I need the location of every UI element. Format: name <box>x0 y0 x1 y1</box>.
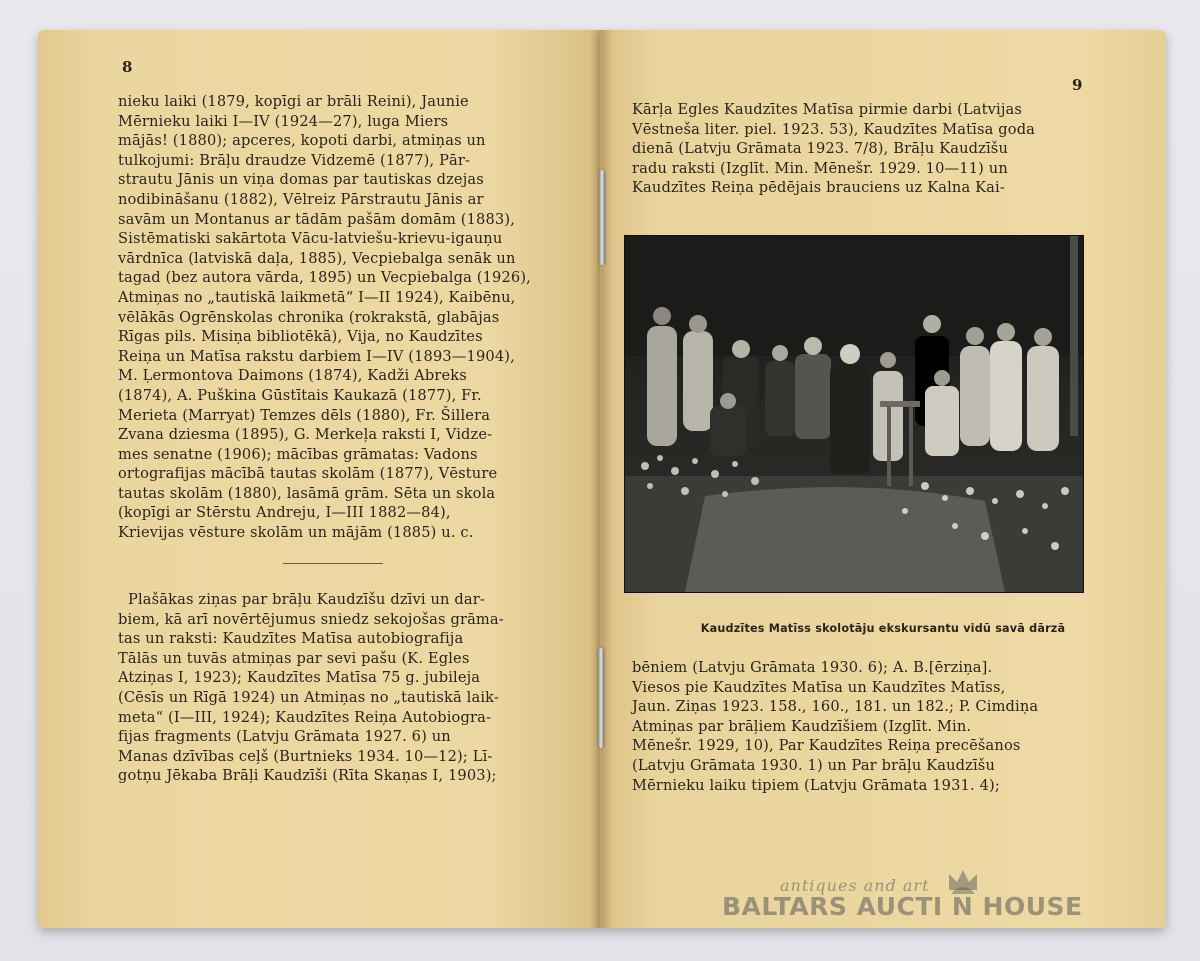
text-line: Mērnieku laiki I—IV (1924—27), luga Miers <box>118 112 449 130</box>
text-line: Atmiņas par brāļiem Kaudzīšiem (Izglīt. Min. <box>632 717 972 735</box>
text-line: tautas skolām (1880), lasāmā grām. Sēta un skola <box>118 484 496 502</box>
text-line: M. Ļermontova Daimons (1874), Kadži Abreks <box>118 367 467 385</box>
text-line: mes senatne (1906); mācības grāmatas: Vadons <box>118 445 478 463</box>
left-text-block-2 <box>118 590 504 786</box>
text-line: dienā (Latvju Grāmata 1923. 7/8), Brāļu Kaudzīšu <box>632 140 1008 158</box>
left-page <box>38 30 600 928</box>
right-text-block-bottom <box>632 658 1038 795</box>
watermark-tagline: antiques and art <box>780 876 930 895</box>
text-line: (Latvju Grāmata 1930. 1) un Par brāļu Kaudzīšu <box>632 756 995 774</box>
auction-house-watermark <box>722 876 1122 936</box>
staple-top <box>599 170 605 265</box>
text-line: mājās! (1880); apceres, kopoti darbi, atmiņas un <box>118 132 486 150</box>
garden-group-photo <box>624 235 1084 593</box>
right-page-number: 9 <box>1072 76 1083 94</box>
text-line: Mērnieku laiku tipiem (Latvju Grāmata 1931. 4); <box>632 776 1000 794</box>
text-line: Krievijas vēsture skolām un mājām (1885) u. c. <box>118 524 474 542</box>
text-line: fijas fragments (Latvju Grāmata 1927. 6) un <box>118 728 451 746</box>
left-page-number: 8 <box>122 58 133 76</box>
text-line: Rīgas pils. Misiņa bibliotēkā), Vija, no Kaudzītes <box>118 328 483 346</box>
text-line: Atmiņas no „tautiskā laikmetā“ I—II 1924), Kaibēnu, <box>118 288 516 306</box>
text-line: Viesos pie Kaudzītes Matīsa un Kaudzītes Matīss, <box>632 678 1006 696</box>
text-line: savām un Montanus ar tādām pašām domām (1883), <box>118 210 515 228</box>
text-line: ortografijas mācībā tautas skolām (1877), Vēsture <box>118 465 498 483</box>
text-line: nodibināšanu (1882), Vēlreiz Pārstrautu Jānis ar <box>118 190 484 208</box>
text-line: meta“ (I—III, 1924); Kaudzītes Reiņa Autobiogra- <box>118 708 492 726</box>
text-line: Zvana dziesma (1895), G. Merkeļa raksti I, Vidze- <box>118 426 493 444</box>
text-line: Plašākas ziņas par brāļu Kaudzīšu dzīvi un dar- <box>128 591 485 608</box>
text-line: tas un raksti: Kaudzītes Matīsa autobiografija <box>118 630 464 648</box>
text-line: nieku laiki (1879, kopīgi ar brāli Reini), Jaunie <box>118 93 469 110</box>
text-line: tagad (bez autora vārda, 1895) un Vecpiebalga (1926), <box>118 269 531 287</box>
text-line: strautu Jānis un viņa domas par tautiskas dzejas <box>118 171 484 189</box>
text-line: Mēnešr. 1929, 10), Par Kaudzītes Reiņa precēšanos <box>632 737 1021 755</box>
photo-image <box>625 236 1083 592</box>
text-line: (1874), A. Puškina Gūstītais Kaukazā (1877), Fr. <box>118 386 482 404</box>
text-line: biem, kā arī novērtējumus sniedz sekojošas grāma- <box>118 610 504 628</box>
text-line: gotņu Jēkaba Brāļi Kaudzīši (Rīta Skaņas I, 1903); <box>118 767 497 785</box>
staple-bottom <box>598 648 604 748</box>
text-line: Tālās un tuvās atmiņas par sevi pašu (K. Egles <box>118 649 470 667</box>
text-line: Merieta (Marryat) Temzes dēls (1880), Fr. Šillera <box>118 406 491 424</box>
text-line: vārdnīca (latviskā daļa, 1885), Vecpiebalga senāk un <box>118 249 516 267</box>
text-line: Sistēmatiski sakārtota Vācu-latviešu-krievu-igauņu <box>118 230 503 248</box>
watermark-brand: BALTARS AUCTI N HOUSE <box>722 892 1083 921</box>
text-line: Jaun. Ziņas 1923. 158., 160., 181. un 182.; P. Cimdiņa <box>632 698 1039 716</box>
text-line: bēniem (Latvju Grāmata 1930. 6); A. B.[ērziņa]. <box>632 659 993 676</box>
text-line: (Cēsīs un Rīgā 1924) un Atmiņas no „tautiskā laik- <box>118 688 499 706</box>
section-divider <box>283 563 383 564</box>
text-line: Kaudzītes Reiņa pēdējais brauciens uz Kalna Kai- <box>632 179 1005 197</box>
text-line: vēlākās Ogrēnskolas chronika (rokrakstā, glabājas <box>118 308 500 326</box>
photo-caption: Kaudzītes Matīss skolotāju ekskursantu vidū savā dārzā <box>700 622 1066 635</box>
text-line: tulkojumi: Brāļu draudze Vidzemē (1877), Pār- <box>118 151 471 169</box>
text-line: radu raksti (Izglīt. Min. Mēnešr. 1929. 10—11) un <box>632 159 1008 177</box>
text-line: Kārļa Egles Kaudzītes Matīsa pirmie darbi (Latvijas <box>632 101 1023 118</box>
text-line: Reiņa un Matīsa rakstu darbiem I—IV (1893—1904), <box>118 347 515 365</box>
right-text-block-top <box>632 100 1035 198</box>
right-page <box>600 30 1166 928</box>
open-booklet <box>38 30 1166 928</box>
left-text-block-1 <box>118 92 531 543</box>
text-line: Manas dzīvības ceļš (Burtnieks 1934. 10—12); Lī- <box>118 747 493 765</box>
crown-icon <box>946 866 980 894</box>
text-line: Atziņas I, 1923); Kaudzītes Matīsa 75 g. jubileja <box>118 669 481 687</box>
text-line: (kopīgi ar Stērstu Andreju, I—III 1882—84), <box>118 504 451 522</box>
text-line: Vēstneša liter. piel. 1923. 53), Kaudzītes Matīsa goda <box>632 120 1036 138</box>
